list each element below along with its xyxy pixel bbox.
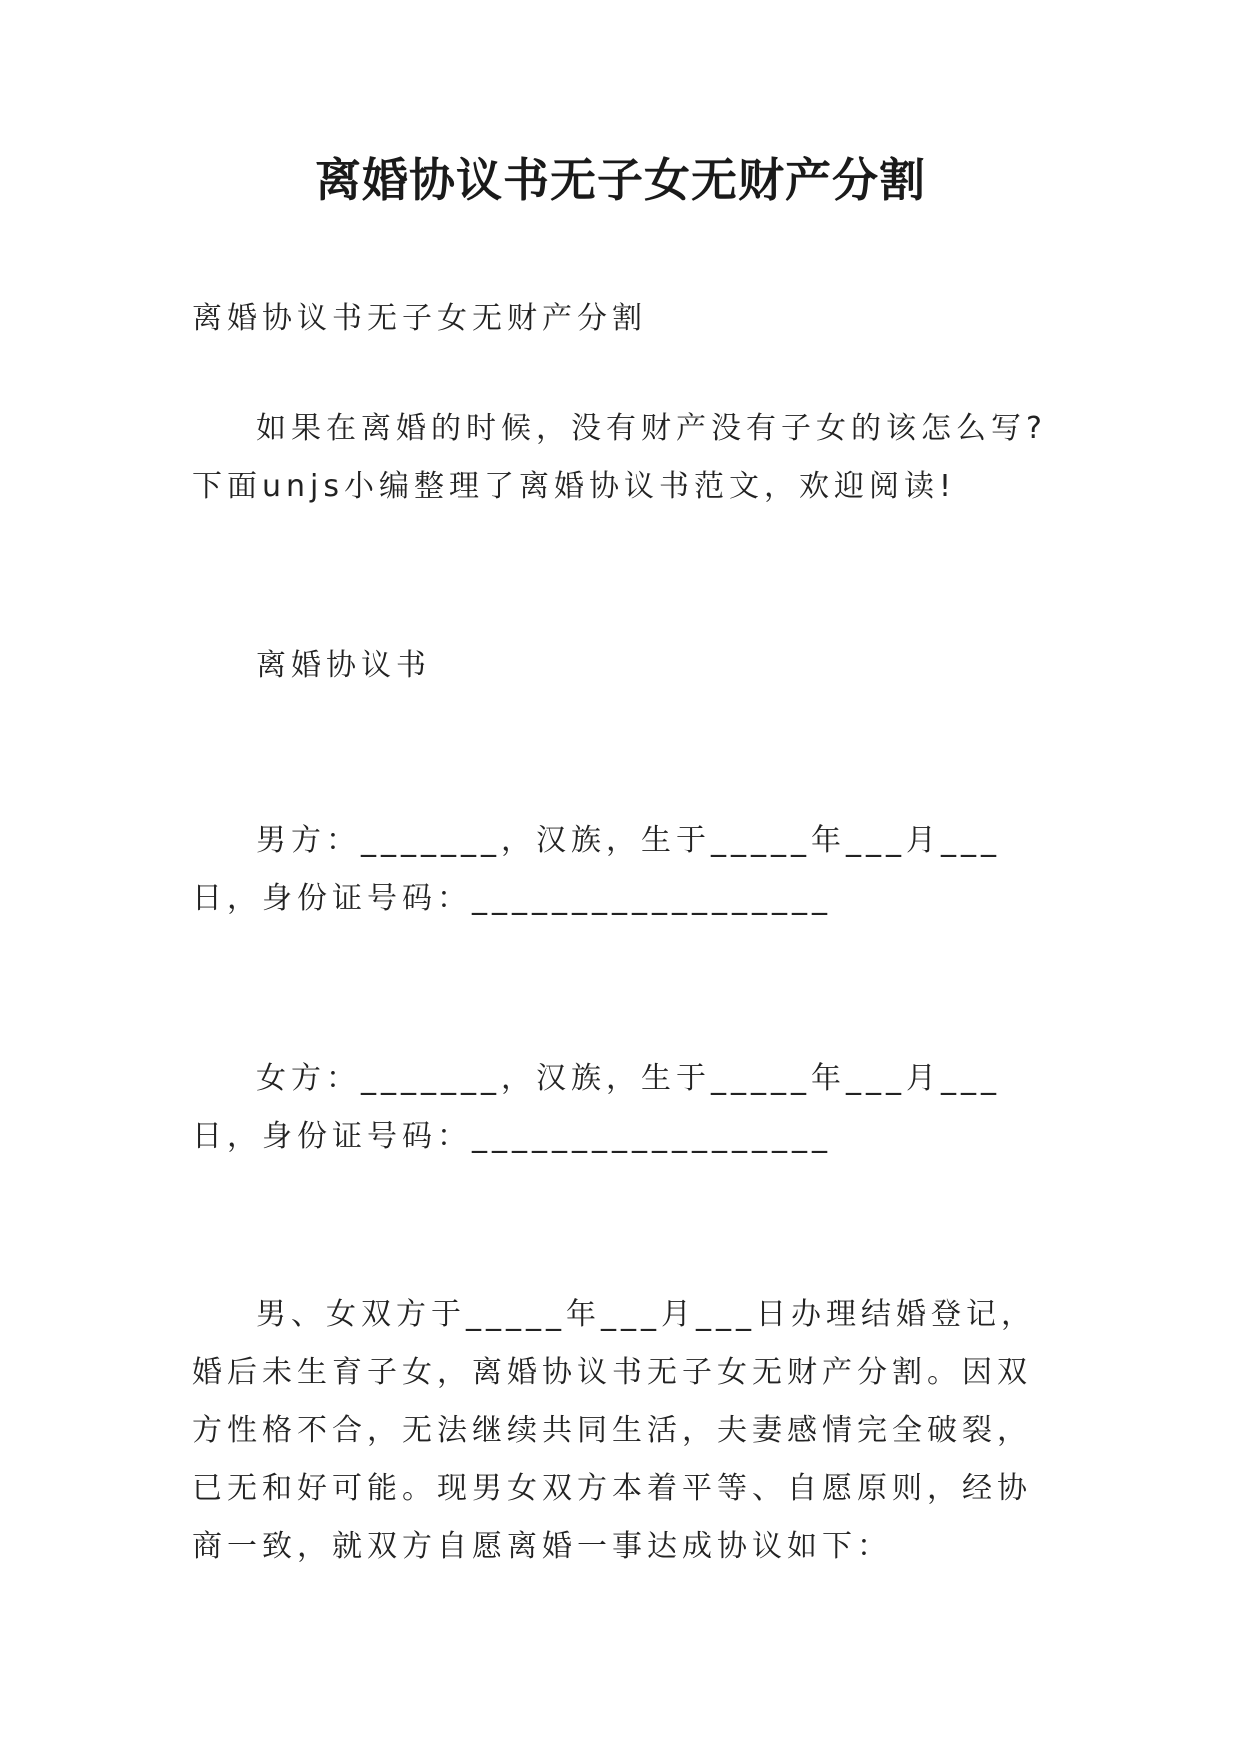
male-party-paragraph: 男方：_______，汉族，生于_____年___月___日，身份证号码：__________________ — [192, 823, 1001, 916]
document-title: 离婚协议书无子女无财产分割 — [315, 153, 926, 207]
document-subtitle: 离婚协议书无子女无财产分割 — [192, 301, 647, 336]
agreement-heading: 离婚协议书 — [256, 648, 431, 683]
intro-paragraph: 如果在离婚的时候，没有财产没有子女的该怎么写?下面unjs小编整理了离婚协议书范文，欢迎阅读! — [192, 411, 1047, 504]
agreement-body-paragraph: 男、女双方于_____年___月___日办理结婚登记，婚后未生育子女，离婚协议书无子女无财产分割。因双方性格不合，无法继续共同生活，夫妻感情完全破裂，已无和好可能。现男女双方本着平等、自愿原则，经协商一致，就双方自愿离婚一事达成协议如下： — [192, 1297, 1036, 1564]
female-party-paragraph: 女方：_______，汉族，生于_____年___月___日，身份证号码：__________________ — [192, 1061, 1001, 1154]
